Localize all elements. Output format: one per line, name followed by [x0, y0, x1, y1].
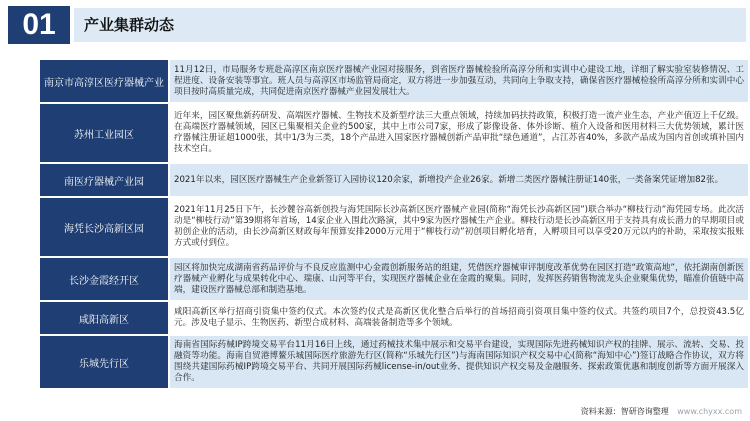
- row-content: 园区将加快完成湖南省药品评价与不良反应监测中心金霞创新服务站的组建，凭借医疗器械审评制度改革优势在园区打造“政策高地”，依托湖南创新医疗器械产业孵化与成果转化中心、瑞康、山河等平台，实现医疗器械企业在金霞的聚集。同时，发挥医药销售物流龙头企业聚集优势，瞄准价值链中高端，建设医疗器械总部和制造基地。: [170, 258, 748, 300]
- table-row: [40, 104, 748, 162]
- row-label: 南京市高淳区医疗器械产业: [40, 60, 168, 102]
- cluster-table: [40, 60, 748, 390]
- table-row: [40, 336, 748, 388]
- row-label: 长沙金霞经开区: [40, 258, 168, 300]
- source-site: www.chyxx.com: [677, 407, 742, 416]
- row-content: 近年来，园区聚焦新药研发、高端医疗器械、生物技术及新型疗法三大重点领域，持续加码扶持政策，积极打造一流产业生态，产业产值迈上千亿级。在高端医疗器械领域，园区已集聚相关企业约500家，其中上市公司7家，形成了影像设备、体外诊断、植介入设备和医用材料三大优势领域，累计医疗器械注册证超1000张，其中1/3为三类，18个产品进入国家医疗器械创新产品审批“绿色通道”，占江苏省40%，多款产品成为国内首创或填补国内技术空白。: [170, 104, 748, 162]
- row-label: 海凭长沙高新区园: [40, 198, 168, 256]
- row-content: 海南省国际药械IP跨境交易平台11月16日上线，通过药械技术集中展示和交易平台建设，实现国际先进药械知识产权的挂牌、展示、流转、交易、投融资等功能。海南自贸港博鳌乐城国际医疗旅游先行区(简称“乐城先行区”)与海南国际知识产权交易中心(简称“海知中心”)签订战略合作协议，双方将围绕共建国际药械IP跨境交易平台、共同开展国际药械license-in/out业务、提供知识产权交易及金融服务、探索政策优惠和制度创新等方面开展深入合作。: [170, 336, 748, 388]
- page-header: [0, 0, 750, 48]
- row-content: 2021年以来，园区医疗器械生产企业新签订入园协议120余家，新增投产企业26家。新增二类医疗器械注册证140张，一类备案凭证增加82张。: [170, 164, 748, 196]
- table-row: [40, 258, 748, 300]
- row-content: 2021年11月25日下午，长沙麓谷高新创投与海凭国际长沙高新区医疗器械产业园(简称“海凭长沙高新区园”)联合举办“柳枝行动”海凭园专场。此次活动是“柳枝行动”第39期将年首场，14家企业入围此次路演，其中9家为医疗器械生产企业。柳枝行动是长沙高新区用于支持具有成长潜力的早期项目或初创企业的活动，由长沙高新区财政每年预算安排2000万元用于“柳枝行动”初创项目孵化培育，入孵项目可以享受20万元以内的补助，采取按实报账方式或付到位。: [170, 198, 748, 256]
- row-content: 咸阳高新区举行招商引资集中签约仪式。本次签约仪式是高新区优化整合后举行的首场招商引资项目集中签约仪式。共签约项目7个，总投资43.5亿元。涉及电子显示、生物医药、新型合成材料、高端装备制造等多个领域。: [170, 302, 748, 334]
- row-label: 乐城先行区: [40, 336, 168, 388]
- row-label: 咸阳高新区: [40, 302, 168, 334]
- table-row: [40, 198, 748, 256]
- page-title: 产业集群动态: [84, 16, 175, 34]
- section-number: 01: [8, 6, 70, 44]
- table-row: [40, 164, 748, 196]
- title-bar: [74, 8, 746, 42]
- row-content: 11月12日，市局服务专班赴高淳区南京医疗器械产业园对接服务，到省医疗器械检验所高淳分所和实训中心建设工地，详细了解实验室装修情况、工程进度、设备安装等事宜。班人员与高淳区市场监管局商定，双方将进一步加强互动，共同向上争取支持，确保省医疗器械检验所高淳分所和实训中心项目按时高质量完成，共同促进南京医疗器械产业园发展壮大。: [170, 60, 748, 102]
- source-note: [581, 406, 742, 417]
- table-row: [40, 60, 748, 102]
- source-text: 资料来源：智研咨询整理: [580, 407, 669, 416]
- row-label: 苏州工业园区: [40, 104, 168, 162]
- row-label: 南医疗器械产业园: [40, 164, 168, 196]
- table-row: [40, 302, 748, 334]
